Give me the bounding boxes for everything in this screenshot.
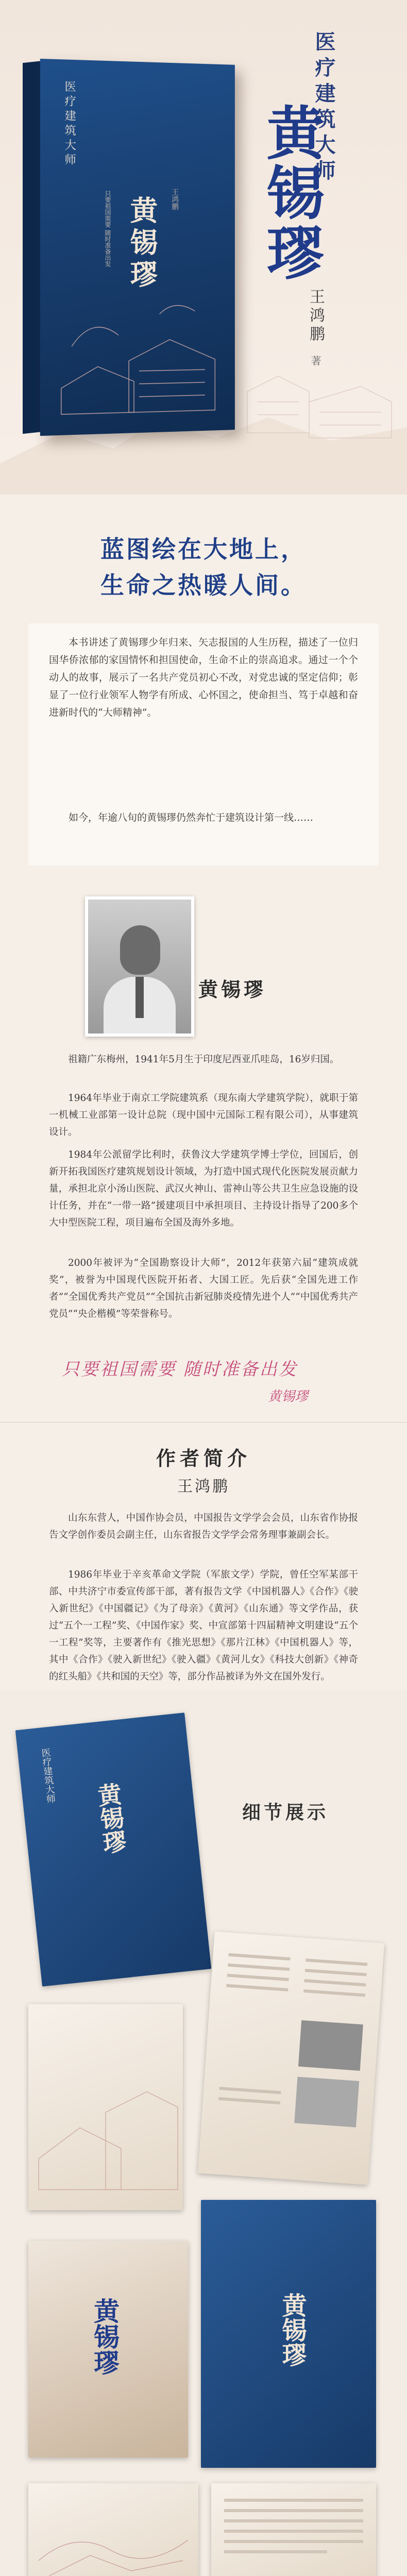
book-author: 王鸿鹏 bbox=[171, 188, 179, 210]
book-cover bbox=[40, 59, 235, 436]
detail-section bbox=[0, 1690, 407, 2576]
handwritten-quote: 只要祖国需要 随时准备出发 bbox=[62, 1359, 298, 1380]
intro-paragraph-2: 如今，年逾八旬的黄锡璆仍然奔忙于建筑设计第一线…… bbox=[69, 812, 314, 823]
author-intro-paragraph-1: 山东东营人，中国作协会员，中国报告文学学会会员，山东省作协报告文学创作委员会副主任，山东省报告文学学会常务理事兼副会长。 bbox=[49, 1513, 358, 1540]
spread-lines bbox=[198, 1931, 384, 2185]
bio-paragraph-2: 1964年毕业于南京工学院建筑系（现东南大学建筑学院），就职于第一机械工业部第一设计总院（现中国中元国际工程有限公司），从事建筑设计。 bbox=[49, 1093, 358, 1138]
pages-sketch bbox=[28, 2004, 183, 2210]
tagline-line-1: 蓝图绘在大地上， bbox=[100, 535, 307, 563]
bio-name: 黄锡璆 bbox=[198, 978, 267, 1001]
portrait-head bbox=[120, 925, 160, 975]
detail-cover-subtitle: 医疗建筑大师 bbox=[39, 1747, 56, 1804]
author-intro-heading: 作者简介 bbox=[156, 1447, 251, 1470]
text-lines bbox=[211, 2483, 376, 2576]
bio-paragraph-4: 2000年被评为“全国勘察设计大师”，2012年获第六届“建筑成就奖”，被誉为中国现代医院开拓者、大国工匠。先后获“全国先进工作者”“全国优秀共产党员”“全国抗击新冠肺炎疫情先进个人”“中国优秀共产党员”“央企楷模”等荣誉称号。 bbox=[49, 1258, 358, 1319]
book-subtitle: 医疗建筑大师 bbox=[62, 80, 76, 168]
hero-section bbox=[0, 0, 407, 495]
author-intro-paragraph-2: 1986年毕业于辛亥革命文学院（军旅文学）学院，曾任空军某部干部、中共济宁市委宣传部干部，著有报告文学《中国机器人》《合作》《驶入新世纪》《中国疆记》《为了母亲》《黄河》《山东通》等文学作品，获过“五个一工程”奖、《中国作家》奖、中宣部第十四届精神文明建设“五个一工程”奖等，主要著作有《推光思想》《那片江林》《中国机器人》等，其中《合作》《驶入新世纪》《驶入疆》《黄河儿女》《科技大创新》《神奇的红头船》《共和国的天空》等，部分作品被译为外文在国外发行。 bbox=[49, 1569, 358, 1682]
portrait-photo bbox=[85, 896, 194, 1037]
detail-photo-spread bbox=[198, 1931, 384, 2185]
book-illustration bbox=[50, 283, 225, 425]
intro-section bbox=[0, 495, 407, 876]
detail-photo-text bbox=[211, 2483, 376, 2576]
handwritten-signature: 黄锡璆 bbox=[268, 1389, 309, 1404]
portrait-tie bbox=[135, 977, 144, 1018]
hero-title-small: 医疗建筑大师 bbox=[312, 31, 336, 185]
inner-sketch bbox=[28, 2483, 198, 2576]
detail-spine-title: 黄锡璆 bbox=[278, 2293, 307, 2367]
book-quote: 只要祖国需要 随时准备出发 bbox=[104, 190, 112, 267]
tagline-line-2: 生命之热暖人间。 bbox=[100, 571, 307, 599]
book-title: 黄锡璆 bbox=[126, 195, 159, 292]
detail-photo-cover bbox=[15, 1713, 211, 1987]
detail-heading: 细节展示 bbox=[242, 1802, 329, 1823]
detail-photo-inner bbox=[28, 2483, 198, 2576]
detail-photo-pages bbox=[28, 2004, 183, 2210]
bio-paragraph-1: 祖籍广东梅州，1941年5月生于印度尼西亚爪哇岛，16岁归国。 bbox=[68, 1054, 340, 1065]
bio-section bbox=[0, 876, 407, 1690]
bio-paragraph-3: 1984年公派留学比利时，获鲁汶大学建筑学博士学位，回国后，创新开拓我国医疗建筑规划设计领域，为打造中国式现代化医院发展贡献力量，承担北京小汤山医院、武汉火神山、雷神山等公共卫生应急设施的设计任务，并在“一带一路”援建项目中承担项目、主持设计指导了200多个大中型医院工程，项目遍布全国及海外多地。 bbox=[49, 1149, 358, 1228]
hero-title-big: 黄锡璆 bbox=[257, 103, 325, 282]
intro-paragraph-1: 本书讲述了黄锡璆少年归来、矢志报国的人生历程，描述了一位归国华侨浓郁的家国情怀和担国使命，生命不止的崇高追求。通过一个个动人的故事，展示了一名共产党员初心不改，对党忠诚的坚定信仰；彰显了一位行业领军人物学有所成、心怀国之，使命担当、笃于卓越和奋进新时代的“大师精神”。 bbox=[49, 637, 358, 718]
detail-angle-title: 黄锡璆 bbox=[90, 2298, 120, 2375]
detail-cover-title: 黄锡璆 bbox=[93, 1781, 128, 1855]
detail-photo-spine bbox=[201, 2200, 376, 2468]
detail-photo-angle bbox=[28, 2241, 188, 2458]
author-intro-name: 王鸿鹏 bbox=[177, 1478, 230, 1496]
hero-author: 王鸿鹏 bbox=[307, 289, 325, 344]
hero-author-suffix: 著 bbox=[309, 355, 321, 366]
